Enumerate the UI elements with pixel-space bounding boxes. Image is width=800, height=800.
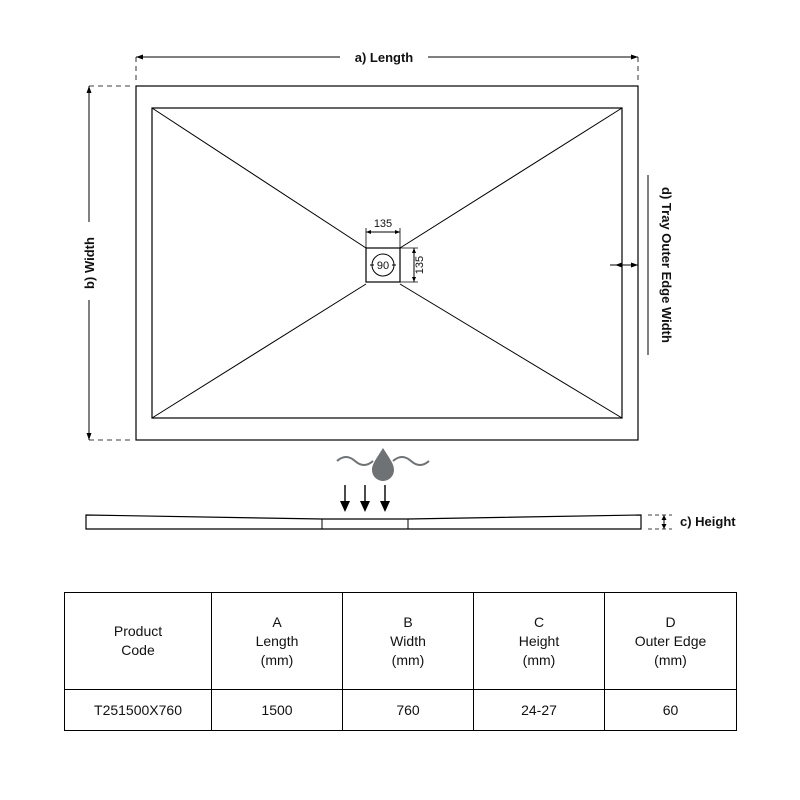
- header-outer-edge-letter: D: [665, 613, 676, 630]
- waste-hole-dimension: 90: [376, 260, 390, 272]
- header-height-letter: C: [533, 613, 545, 630]
- cell-width: 760: [343, 690, 474, 731]
- length-arrow-right: [631, 55, 638, 60]
- table-header-row: [65, 593, 737, 690]
- flow-arrow-right-head: [380, 501, 390, 512]
- cell-length: 1500: [212, 690, 343, 731]
- table-header-width: [343, 593, 474, 690]
- height-label: c) Height: [680, 514, 736, 529]
- waste-side-dimension-text: 135: [414, 255, 426, 275]
- waste-top-dimension-text: 135: [373, 218, 393, 230]
- header-product-line1: Product: [113, 623, 163, 639]
- flow-arrow-left-head: [340, 501, 350, 512]
- header-height-name: Height: [518, 632, 560, 649]
- table-header-height: [474, 593, 605, 690]
- header-width-name: Width: [390, 632, 426, 649]
- header-length-name: Length: [255, 632, 299, 649]
- water-wave-right: [393, 457, 429, 465]
- width-arrow-top: [87, 86, 92, 93]
- table-header-product-code: [65, 593, 212, 690]
- table-row: [65, 690, 737, 731]
- tray-side-profile: [86, 515, 641, 529]
- header-width-letter: B: [403, 613, 413, 630]
- water-wave-left: [337, 457, 373, 465]
- header-product-line2: Code: [121, 642, 155, 658]
- table-header-length: [212, 593, 343, 690]
- cell-product-code: T251500X760: [65, 690, 212, 731]
- width-label: b) Width: [82, 237, 97, 289]
- table-header-outer-edge: [605, 593, 737, 690]
- cell-height: 24-27: [474, 690, 605, 731]
- header-outer-edge-unit: (mm): [654, 651, 687, 668]
- flow-arrow-center-head: [360, 501, 370, 512]
- header-length-letter: A: [272, 613, 282, 630]
- header-height-unit: (mm): [522, 651, 556, 668]
- cell-outer-edge: 60: [605, 690, 737, 731]
- header-length-unit: (mm): [260, 651, 294, 668]
- height-arrow-bottom: [662, 524, 667, 529]
- length-arrow-left: [136, 55, 143, 60]
- width-arrow-bottom: [87, 433, 92, 440]
- water-droplet-icon: [372, 448, 394, 481]
- header-outer-edge-name: Outer Edge: [634, 632, 707, 649]
- specification-table: [64, 592, 737, 731]
- length-label: a) Length: [354, 50, 414, 65]
- header-width-unit: (mm): [391, 651, 425, 668]
- height-arrow-top: [662, 515, 667, 520]
- outer-edge-label: d) Tray Outer Edge Width: [659, 187, 674, 343]
